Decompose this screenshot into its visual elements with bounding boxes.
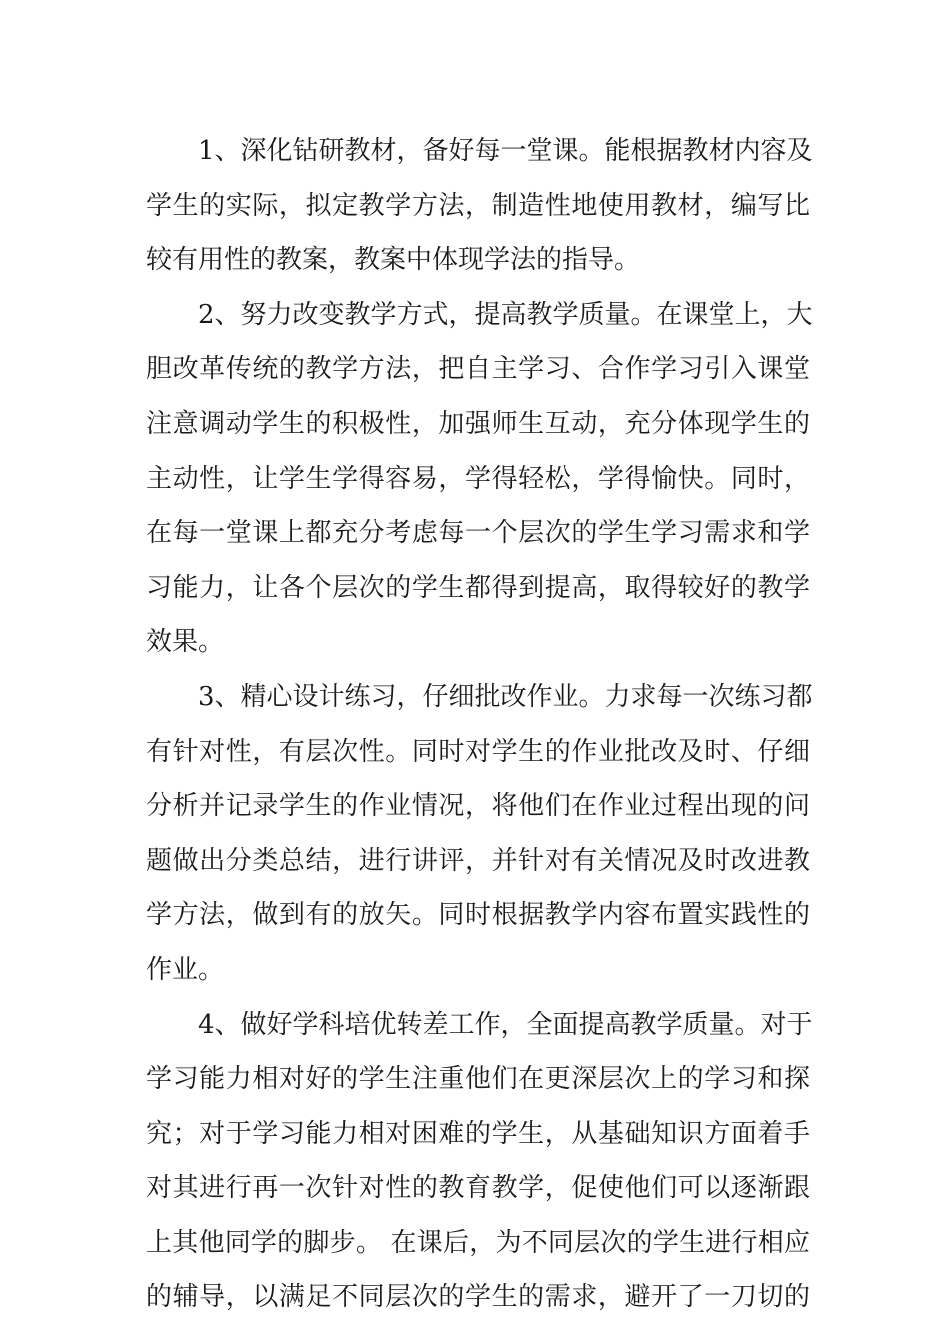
text-line: 学习能力相对好的学生注重他们在更深层次上的学习和探 (146, 1064, 810, 1095)
text-line: 上其他同学的脚步。 在课后，为不同层次的学生进行相应 (146, 1227, 810, 1258)
text-line: 对其进行再一次针对性的教育教学，促使他们可以逐渐跟 (146, 1173, 810, 1204)
text-line: 2、努力改变教学方式，提高教学质量。在课堂上，大 (198, 299, 813, 330)
paragraph-2 (146, 288, 813, 670)
text-line: 学生的实际，拟定教学方法，制造性地使用教材，编写比 (146, 190, 810, 221)
document-body (146, 124, 813, 1325)
text-line: 较有用性的教案，教案中体现学法的指导。 (146, 245, 641, 276)
text-line: 主动性，让学生学得容易，学得轻松，学得愉快。同时， (146, 463, 810, 494)
text-line: 胆改革传统的教学方法，把自主学习、合作学习引入课堂 (146, 354, 810, 385)
text-line: 有针对性，有层次性。同时对学生的作业批改及时、仔细 (146, 736, 810, 767)
text-line: 究；对于学习能力相对困难的学生，从基础知识方面着手 (146, 1118, 810, 1149)
text-line: 学方法，做到有的放矢。同时根据教学内容布置实践性的 (146, 900, 810, 931)
text-line: 的辅导，以满足不同层次的学生的需求，避开了一刀切的 (146, 1282, 810, 1313)
text-line: 4、做好学科培优转差工作，全面提高教学质量。对于 (198, 1009, 813, 1040)
paragraph-4 (146, 998, 813, 1326)
paragraph-1 (146, 124, 813, 288)
text-line: 3、精心设计练习，仔细批改作业。力求每一次练习都 (198, 681, 813, 712)
text-line: 注意调动学生的积极性，加强师生互动，充分体现学生的 (146, 408, 810, 439)
text-line: 1、深化钻研教材，备好每一堂课。能根据教材内容及 (198, 136, 813, 166)
text-line: 习能力，让各个层次的学生都得到提高，取得较好的教学 (146, 572, 810, 603)
text-line: 效果。 (146, 627, 225, 658)
text-line: 分析并记录学生的作业情况，将他们在作业过程出现的问 (146, 791, 810, 822)
text-line: 题做出分类总结，进行讲评，并针对有关情况及时改进教 (146, 845, 810, 876)
paragraph-3 (146, 670, 813, 998)
text-line: 作业。 (146, 954, 225, 985)
text-line: 在每一堂课上都充分考虑每一个层次的学生学习需求和学 (146, 518, 810, 549)
